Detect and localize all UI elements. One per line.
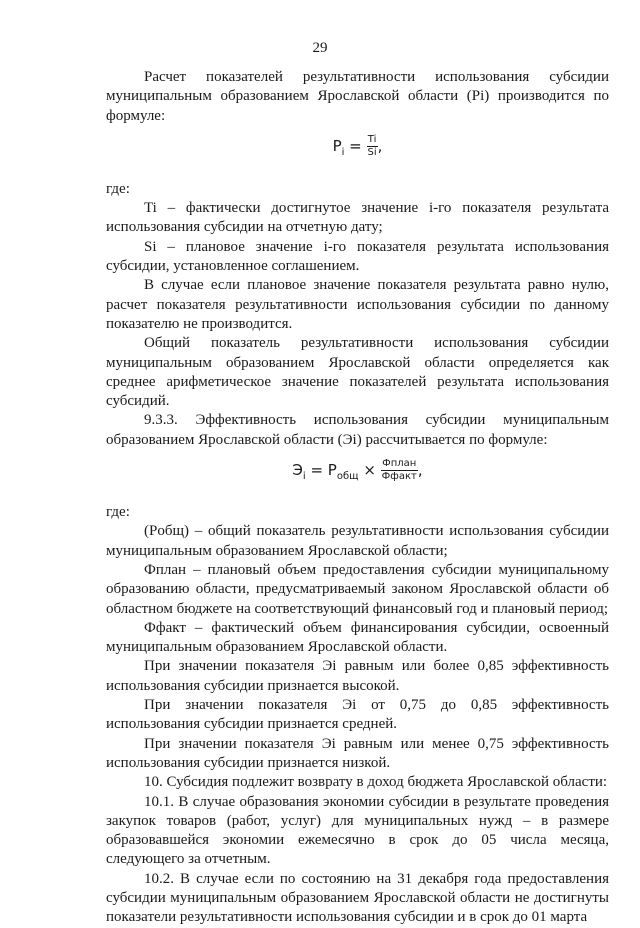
formula1-numerator: Ti [367, 133, 377, 145]
paragraph-calc-intro: Расчет показателей результативности использования субсидии муниципальным образованием Ярославской области (Pi) производится по формуле: [106, 69, 609, 124]
formula2-tail: , [417, 461, 423, 480]
where-label-1: где: [106, 180, 130, 197]
formula2-fraction [381, 458, 418, 483]
paragraph-si-def: Si – плановое значение i-го показателя результата использования субсидии, установленное соглашением. [106, 238, 609, 275]
formula2-lhs: Э [292, 461, 303, 480]
formula2-denominator: Ффакт [381, 471, 417, 483]
paragraph-9-3-3: 9.3.3. Эффективность использования субсидии муниципальным образованием Ярославской области (Эi) рассчитывается по формуле: [106, 412, 609, 448]
paragraph-10-2: 10.2. В случае если по состоянию на 31 декабря года предоставления субсидии муниципальным образованием Ярославской области не достигнуты показатели результативности использования субсидии и в срок до 01 марта [106, 870, 609, 926]
formula1-tail: , [377, 136, 383, 155]
formula2-eq: = [305, 461, 328, 480]
paragraph-ffakt-def: Ффакт – фактический объем финансирования субсидии, освоенный муниципальным образованием Ярославской области. [106, 619, 609, 656]
page-number: 29 [312, 40, 328, 56]
formula2-numerator: Фплан [382, 458, 417, 470]
where-label-2: где: [106, 504, 130, 521]
paragraph-high-efficiency: При значении показателя Эi равным или более 0,85 эффективность использования субсидии признается высокой. [106, 658, 609, 694]
formula1-lhs-sub: i [341, 146, 345, 158]
paragraph-mid-efficiency: При значении показателя Эi от 0,75 до 0,85 эффективность использования субсидии признается средней. [106, 697, 609, 733]
formula2-mid: P [327, 461, 337, 480]
paragraph-10-1: 10.1. В случае образования экономии субсидии в результате проведения закупок товаров (работ, услуг) для муниципальных нужд – в размере образовавшейся экономии ежемесячно в срок до 05 числа месяца, следующего за отчетным. [106, 793, 609, 868]
formula1-lhs: P [332, 136, 342, 155]
paragraph-low-efficiency: При значении показателя Эi равным или менее 0,75 эффективность использования субсидии признается низкой. [106, 735, 609, 771]
formula-efficiency [106, 450, 609, 503]
formula2-times: × [358, 461, 381, 480]
paragraph-fplan-def: Фплан – плановый объем предоставления субсидии муниципальному образованию области, предусматриваемый законом Ярославской области об областном бюджете на соответствующий финансовый год и плановый период; [106, 561, 609, 617]
formula1-eq: = [344, 136, 367, 155]
paragraph-general-indicator: Общий показатель результативности использования субсидии муниципальным образованием Ярославской области определяется как среднее арифметическое значение показателей результата использования субсидий. [106, 335, 609, 410]
body-text [106, 68, 609, 928]
formula-resultativity [106, 126, 609, 180]
formula1-denominator: Si [367, 146, 377, 158]
paragraph-pobsh-def: (Pобщ) – общий показатель результативности использования субсидии муниципальным образованием Ярославской области; [106, 523, 609, 559]
paragraph-10: 10. Субсидия подлежит возврату в доход бюджета Ярославской области: [144, 774, 608, 791]
formula1-fraction [367, 134, 378, 159]
formula2-mid-sub: общ [336, 471, 359, 483]
formula2-lhs-sub: i [302, 471, 306, 483]
paragraph-ti-def: Ti – фактически достигнутое значение i-го показателя результата использования субсидии на отчетную дату; [106, 200, 609, 236]
paragraph-zero-plan: В случае если плановое значение показателя результата равно нулю, расчет показателя результативности использования субсидии по данному показателю не производится. [106, 277, 609, 332]
